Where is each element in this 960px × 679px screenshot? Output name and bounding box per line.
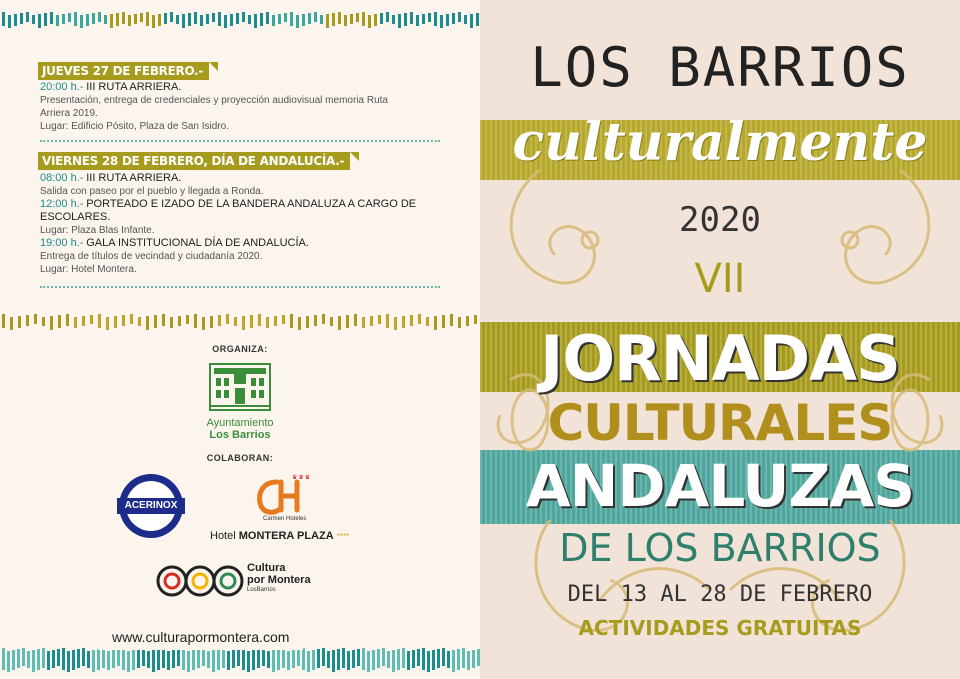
stripe-mark <box>142 648 145 666</box>
stripe-mark <box>194 12 197 24</box>
stripe-mark <box>342 648 345 668</box>
stripe-mark <box>322 314 325 324</box>
cover-title-culturales: CULTURALES <box>547 394 893 452</box>
stripe-mark <box>422 14 425 24</box>
stripe-mark <box>297 649 300 666</box>
stripe-mark <box>416 15 419 26</box>
stripe-mark <box>140 13 143 22</box>
stripe-mark <box>152 15 155 28</box>
stripe-mark <box>378 315 381 324</box>
event-detail: Arriera 2019. <box>40 108 98 119</box>
stripe-mark <box>92 13 95 24</box>
stripe-mark <box>134 14 137 24</box>
stripe-mark <box>267 651 270 668</box>
stripe-mark <box>2 12 5 26</box>
stripe-mark <box>242 648 245 670</box>
stripe-mark <box>162 314 165 326</box>
stripe-mark <box>114 316 117 328</box>
stripe-mark <box>252 650 255 670</box>
stripe-mark <box>66 314 69 326</box>
stripe-mark <box>352 650 355 668</box>
acerinox-name: ACERINOX <box>124 500 178 511</box>
stripe-mark <box>450 314 453 326</box>
stripe-mark <box>212 13 215 22</box>
stripe-mark <box>260 13 263 26</box>
stripe-mark <box>338 316 341 330</box>
stripe-mark <box>407 651 410 670</box>
stripe-mark <box>27 651 30 668</box>
stripe-mark <box>464 15 467 24</box>
stripe-mark <box>370 316 373 326</box>
stripe-mark <box>312 650 315 670</box>
stripe-mark <box>254 14 257 28</box>
stripe-mark <box>434 316 437 330</box>
event-time: 08:00 h.- <box>40 172 84 184</box>
stripe-mark <box>272 15 275 26</box>
stripe-mark <box>14 14 17 26</box>
stripe-mark <box>372 650 375 670</box>
stripe-mark <box>226 314 229 324</box>
stripe-mark <box>290 314 293 328</box>
stripe-mark <box>154 315 157 328</box>
stripe-mark <box>447 651 450 668</box>
stripe-mark <box>374 14 377 26</box>
stripe-mark <box>332 13 335 26</box>
event-title-cont: ESCOLARES. <box>40 211 111 223</box>
stripe-mark <box>232 650 235 668</box>
stripe-mark <box>410 12 413 24</box>
stripe-mark <box>86 14 89 26</box>
cover-free-activities: ACTIVIDADES GRATUITAS <box>578 616 862 640</box>
stripe-mark <box>428 13 431 22</box>
stripe-mark <box>442 315 445 328</box>
stripe-mark <box>68 13 71 22</box>
website-box <box>98 624 303 650</box>
stripe-mark <box>377 649 380 668</box>
stripe-mark <box>192 650 195 670</box>
stripe-mark <box>110 14 113 28</box>
stripe-mark <box>452 650 455 672</box>
stripe-mark <box>274 316 277 326</box>
stripe-mark <box>42 648 45 668</box>
stripe-mark <box>26 12 29 22</box>
event-location: Lugar: Plaza Blas Infante. <box>40 225 155 236</box>
stripe-mark <box>26 315 29 326</box>
stripe-mark <box>307 651 310 672</box>
stripe-mark <box>218 315 221 326</box>
event-detail: Salida con paseo por el pueblo y llegada a Ronda. <box>40 186 264 197</box>
stripe-mark <box>397 649 400 670</box>
organiza-label: ORGANIZA: <box>212 344 268 354</box>
stripe-mark <box>17 649 20 668</box>
stripe-mark <box>344 15 347 26</box>
stripe-mark <box>266 317 269 328</box>
crown-icon: ♛♛♛ <box>292 475 312 481</box>
stripe-mark <box>32 650 35 672</box>
stripe-mark <box>74 317 77 328</box>
cover-year: 2020 <box>679 200 761 240</box>
stripe-mark <box>194 314 197 328</box>
cover-panel <box>480 0 960 679</box>
cultura-line1: Cultura <box>247 562 286 574</box>
stripe-mark <box>18 316 21 328</box>
stripe-mark <box>164 13 167 24</box>
stripe-mark <box>248 15 251 24</box>
stripe-mark <box>170 12 173 22</box>
stripe-mark <box>332 650 335 672</box>
stripe-mark <box>172 650 175 668</box>
stripe-mark <box>272 650 275 672</box>
stripe-mark <box>217 649 220 670</box>
stripe-mark <box>20 13 23 24</box>
stripe-mark <box>398 14 401 28</box>
stripe-mark <box>82 648 85 666</box>
stripe-mark <box>327 651 330 668</box>
stripe-mark <box>314 12 317 22</box>
spirals-icon <box>155 564 247 598</box>
stripe-mark <box>138 317 141 326</box>
hotel-logo <box>205 476 375 548</box>
event-location: Lugar: Edificio Pósito, Plaza de San Isidro. <box>40 121 229 132</box>
stripe-mark <box>282 315 285 324</box>
stripe-mark <box>302 648 305 670</box>
stripe-mark <box>298 317 301 330</box>
stripe-mark <box>130 314 133 324</box>
event-detail: Presentación, entrega de credenciales y proyección audiovisual memoria Ruta <box>40 95 388 106</box>
stripe-mark <box>242 12 245 22</box>
stripe-mark <box>474 315 477 324</box>
stripe-mark <box>476 13 479 26</box>
stripe-mark <box>277 649 280 670</box>
divider <box>40 286 440 288</box>
stripe-mark <box>322 648 325 666</box>
stripe-mark <box>7 651 10 672</box>
stripe-mark <box>10 317 13 330</box>
stripe-mark <box>467 651 470 670</box>
stripe-mark <box>230 14 233 26</box>
stripe-mark <box>146 12 149 26</box>
stripe-mark <box>362 317 365 328</box>
stripe-mark <box>338 12 341 24</box>
stripe-mark <box>162 648 165 668</box>
stripe-mark <box>182 648 185 670</box>
stripe-mark <box>368 15 371 28</box>
stripe-mark <box>422 648 425 670</box>
stripe-mark <box>466 316 469 326</box>
stripe-mark <box>362 12 365 26</box>
stripe-mark <box>170 317 173 328</box>
stripe-mark <box>74 12 77 26</box>
stripe-mark <box>346 315 349 328</box>
stripe-mark <box>458 317 461 328</box>
event-title: III RUTA ARRIERA. <box>86 81 182 93</box>
stripe-mark <box>452 13 455 24</box>
cover-title-jornadas: JORNADAS <box>540 322 900 395</box>
cover-title-de-los-barrios: DE LOS BARRIOS <box>559 526 881 570</box>
stripe-mark <box>224 15 227 28</box>
stripe-mark <box>402 648 405 668</box>
stripe-mark <box>22 648 25 666</box>
stripe-mark <box>197 649 200 668</box>
stripe-mark <box>98 314 101 328</box>
stripe-mark <box>426 317 429 326</box>
stripe-mark <box>122 315 125 326</box>
stripe-mark <box>470 14 473 28</box>
divider <box>40 140 440 142</box>
stripe-mark <box>462 648 465 668</box>
hotel-chain: Carmen Hoteles <box>263 516 307 522</box>
event-title: III RUTA ARRIERA. <box>86 172 182 184</box>
stripe-mark <box>210 316 213 328</box>
stripe-mark <box>182 14 185 28</box>
stripe-mark <box>262 648 265 666</box>
stripe-mark <box>354 314 357 326</box>
stripe-mark <box>2 314 5 328</box>
stripe-mark <box>80 15 83 28</box>
stripe-mark <box>317 649 320 668</box>
stripe-mark <box>176 15 179 24</box>
ayuntamiento-logo <box>200 360 280 441</box>
stripe-mark <box>290 12 293 26</box>
day2-banner-label: VIERNES 28 DE FEBRERO, DÍA DE ANDALUCÍA.- <box>38 152 350 170</box>
stripe-mark <box>296 15 299 28</box>
stripe-mark <box>418 314 421 324</box>
stripe-mark <box>207 651 210 668</box>
stripe-mark <box>392 15 395 24</box>
stripe-mark <box>284 13 287 22</box>
stripe-mark <box>50 316 53 330</box>
stripe-mark <box>137 649 140 668</box>
stripe-mark <box>167 651 170 670</box>
stripe-mark <box>380 13 383 24</box>
stripe-mark <box>437 649 440 668</box>
stripe-mark <box>446 14 449 26</box>
stripe-mark <box>67 651 70 672</box>
stripe-mark <box>417 649 420 666</box>
stripe-mark <box>212 650 215 672</box>
stripe-mark <box>362 648 365 670</box>
stripe-mark <box>350 14 353 24</box>
stripe-mark <box>357 649 360 666</box>
stripe-mark <box>62 14 65 24</box>
stripe-mark <box>236 13 239 24</box>
stripe-mark <box>202 317 205 330</box>
stripe-mark <box>308 13 311 24</box>
day2-banner <box>38 152 359 170</box>
stripe-mark <box>386 314 389 328</box>
stripe-mark <box>2 648 5 670</box>
stripe-mark <box>177 649 180 666</box>
stripe-mark <box>102 648 105 668</box>
stripe-mark <box>98 12 101 22</box>
stripe-mark <box>117 649 120 666</box>
event-detail: Entrega de títulos de vecindad y ciudadanía 2020. <box>40 251 263 262</box>
stripe-mark <box>394 317 397 330</box>
stripe-mark <box>106 317 109 330</box>
hotel-name: Hotel MONTERA PLAZA **** <box>210 530 350 542</box>
stripe-mark <box>347 651 350 670</box>
stripe-mark <box>404 13 407 26</box>
stripe-mark <box>32 15 35 24</box>
stripe-mark <box>152 650 155 672</box>
stripe-mark <box>47 651 50 670</box>
stripe-mark <box>200 15 203 26</box>
event-title: PORTEADO E IZADO DE LA BANDERA ANDALUZA A CARGO DE <box>86 198 417 210</box>
stripe-mark <box>87 651 90 668</box>
stripe-mark <box>218 12 221 26</box>
mid-stripe-divider <box>0 310 480 332</box>
stripe-mark <box>306 316 309 328</box>
cover-title-andaluzas: ANDALUZAS <box>525 452 915 520</box>
stripe-mark <box>386 12 389 22</box>
stripe-mark <box>97 649 100 670</box>
stripe-mark <box>90 315 93 324</box>
stripe-mark <box>147 651 150 668</box>
stripe-mark <box>56 15 59 26</box>
stripe-mark <box>472 650 475 668</box>
stripe-mark <box>392 650 395 672</box>
cover-slogan: culturalmente <box>512 112 928 173</box>
stripe-mark <box>82 316 85 326</box>
stripe-mark <box>157 649 160 670</box>
stripe-mark <box>107 651 110 670</box>
stripe-mark <box>287 651 290 670</box>
event-time: 20:00 h.- <box>40 81 84 93</box>
stripe-mark <box>122 648 125 670</box>
stripe-mark <box>427 651 430 672</box>
stripe-mark <box>104 15 107 24</box>
stripe-mark <box>116 13 119 26</box>
cover-edition: VII <box>694 256 746 302</box>
stripe-mark <box>188 13 191 26</box>
stripe-mark <box>257 649 260 668</box>
schedule-panel <box>0 32 480 640</box>
stripe-mark <box>50 12 53 24</box>
cover-dates: DEL 13 AL 28 DE FEBRERO <box>567 582 873 607</box>
stripe-mark <box>72 650 75 670</box>
stripe-mark <box>44 13 47 26</box>
stripe-mark <box>387 651 390 668</box>
stripe-mark <box>12 650 15 670</box>
stripe-mark <box>282 648 285 668</box>
stripe-mark <box>314 315 317 326</box>
stripe-mark <box>77 649 80 668</box>
stripe-mark <box>367 651 370 672</box>
stripe-mark <box>356 13 359 22</box>
stripe-mark <box>402 316 405 328</box>
stripe-mark <box>292 650 295 668</box>
stripe-mark <box>237 649 240 666</box>
stripe-mark <box>250 315 253 328</box>
stripe-mark <box>62 648 65 670</box>
stripe-mark <box>38 14 41 28</box>
colaboran-label: COLABORAN: <box>206 453 274 463</box>
town-hall-icon <box>208 360 272 412</box>
stripe-mark <box>52 650 55 668</box>
event-time: 19:00 h.- <box>40 237 84 249</box>
stripe-mark <box>92 650 95 672</box>
stripe-mark <box>58 315 61 328</box>
stripe-mark <box>158 14 161 26</box>
stripe-mark <box>187 651 190 672</box>
stripe-mark <box>326 14 329 28</box>
ayuntamiento-line2: Los Barrios <box>209 429 271 441</box>
stripe-mark <box>8 15 11 28</box>
stripe-mark <box>382 648 385 666</box>
carmen-hoteles-icon <box>251 476 311 518</box>
stripe-mark <box>412 650 415 668</box>
stripe-mark <box>234 317 237 326</box>
event-title: GALA INSTITUCIONAL DÍA DE ANDALUCÍA. <box>86 237 309 249</box>
day1-banner-label: JUEVES 27 DE FEBRERO.- <box>38 62 209 80</box>
stripe-mark <box>122 12 125 24</box>
stripe-mark <box>242 316 245 330</box>
stripe-mark <box>442 648 445 666</box>
event-time: 12:00 h.- <box>40 198 84 210</box>
stripe-mark <box>440 15 443 28</box>
cultura-line2: por Montera <box>247 574 311 586</box>
day1-event <box>40 81 460 133</box>
stripe-mark <box>132 650 135 670</box>
stripe-mark <box>57 649 60 666</box>
acerinox-logo <box>117 472 185 540</box>
stripe-mark <box>302 14 305 26</box>
stripe-mark <box>206 14 209 24</box>
event-location: Lugar: Hotel Montera. <box>40 264 137 275</box>
stripe-mark <box>202 648 205 666</box>
stripe-mark <box>186 315 189 324</box>
day2-events <box>40 172 460 276</box>
stripe-mark <box>458 12 461 22</box>
stripe-mark <box>128 15 131 26</box>
stripe-mark <box>222 648 225 668</box>
stripe-mark <box>266 12 269 24</box>
stripe-mark <box>127 651 130 672</box>
stripe-mark <box>278 14 281 24</box>
stripe-mark <box>457 649 460 670</box>
stripe-mark <box>227 651 230 670</box>
stripe-mark <box>247 651 250 672</box>
day1-banner <box>38 62 218 80</box>
stripe-mark <box>42 317 45 326</box>
stripe-mark <box>112 650 115 668</box>
stripe-mark <box>320 15 323 24</box>
stripe-mark <box>432 650 435 670</box>
cover-town: LOS BARRIOS <box>530 36 910 99</box>
cultura-line3: LosBarrios <box>247 587 276 593</box>
stripe-mark <box>34 314 37 324</box>
stripe-mark <box>178 316 181 326</box>
stripe-mark <box>410 315 413 326</box>
ayuntamiento-line1: Ayuntamiento <box>206 417 274 429</box>
stripe-mark <box>146 316 149 330</box>
stripe-mark <box>37 649 40 670</box>
website-link[interactable]: www.culturapormontera.com <box>112 629 290 645</box>
stripe-mark <box>258 314 261 326</box>
stripe-mark <box>337 649 340 670</box>
stripe-mark <box>330 317 333 326</box>
cultura-por-montera-logo <box>155 560 335 604</box>
stripe-mark <box>434 12 437 26</box>
